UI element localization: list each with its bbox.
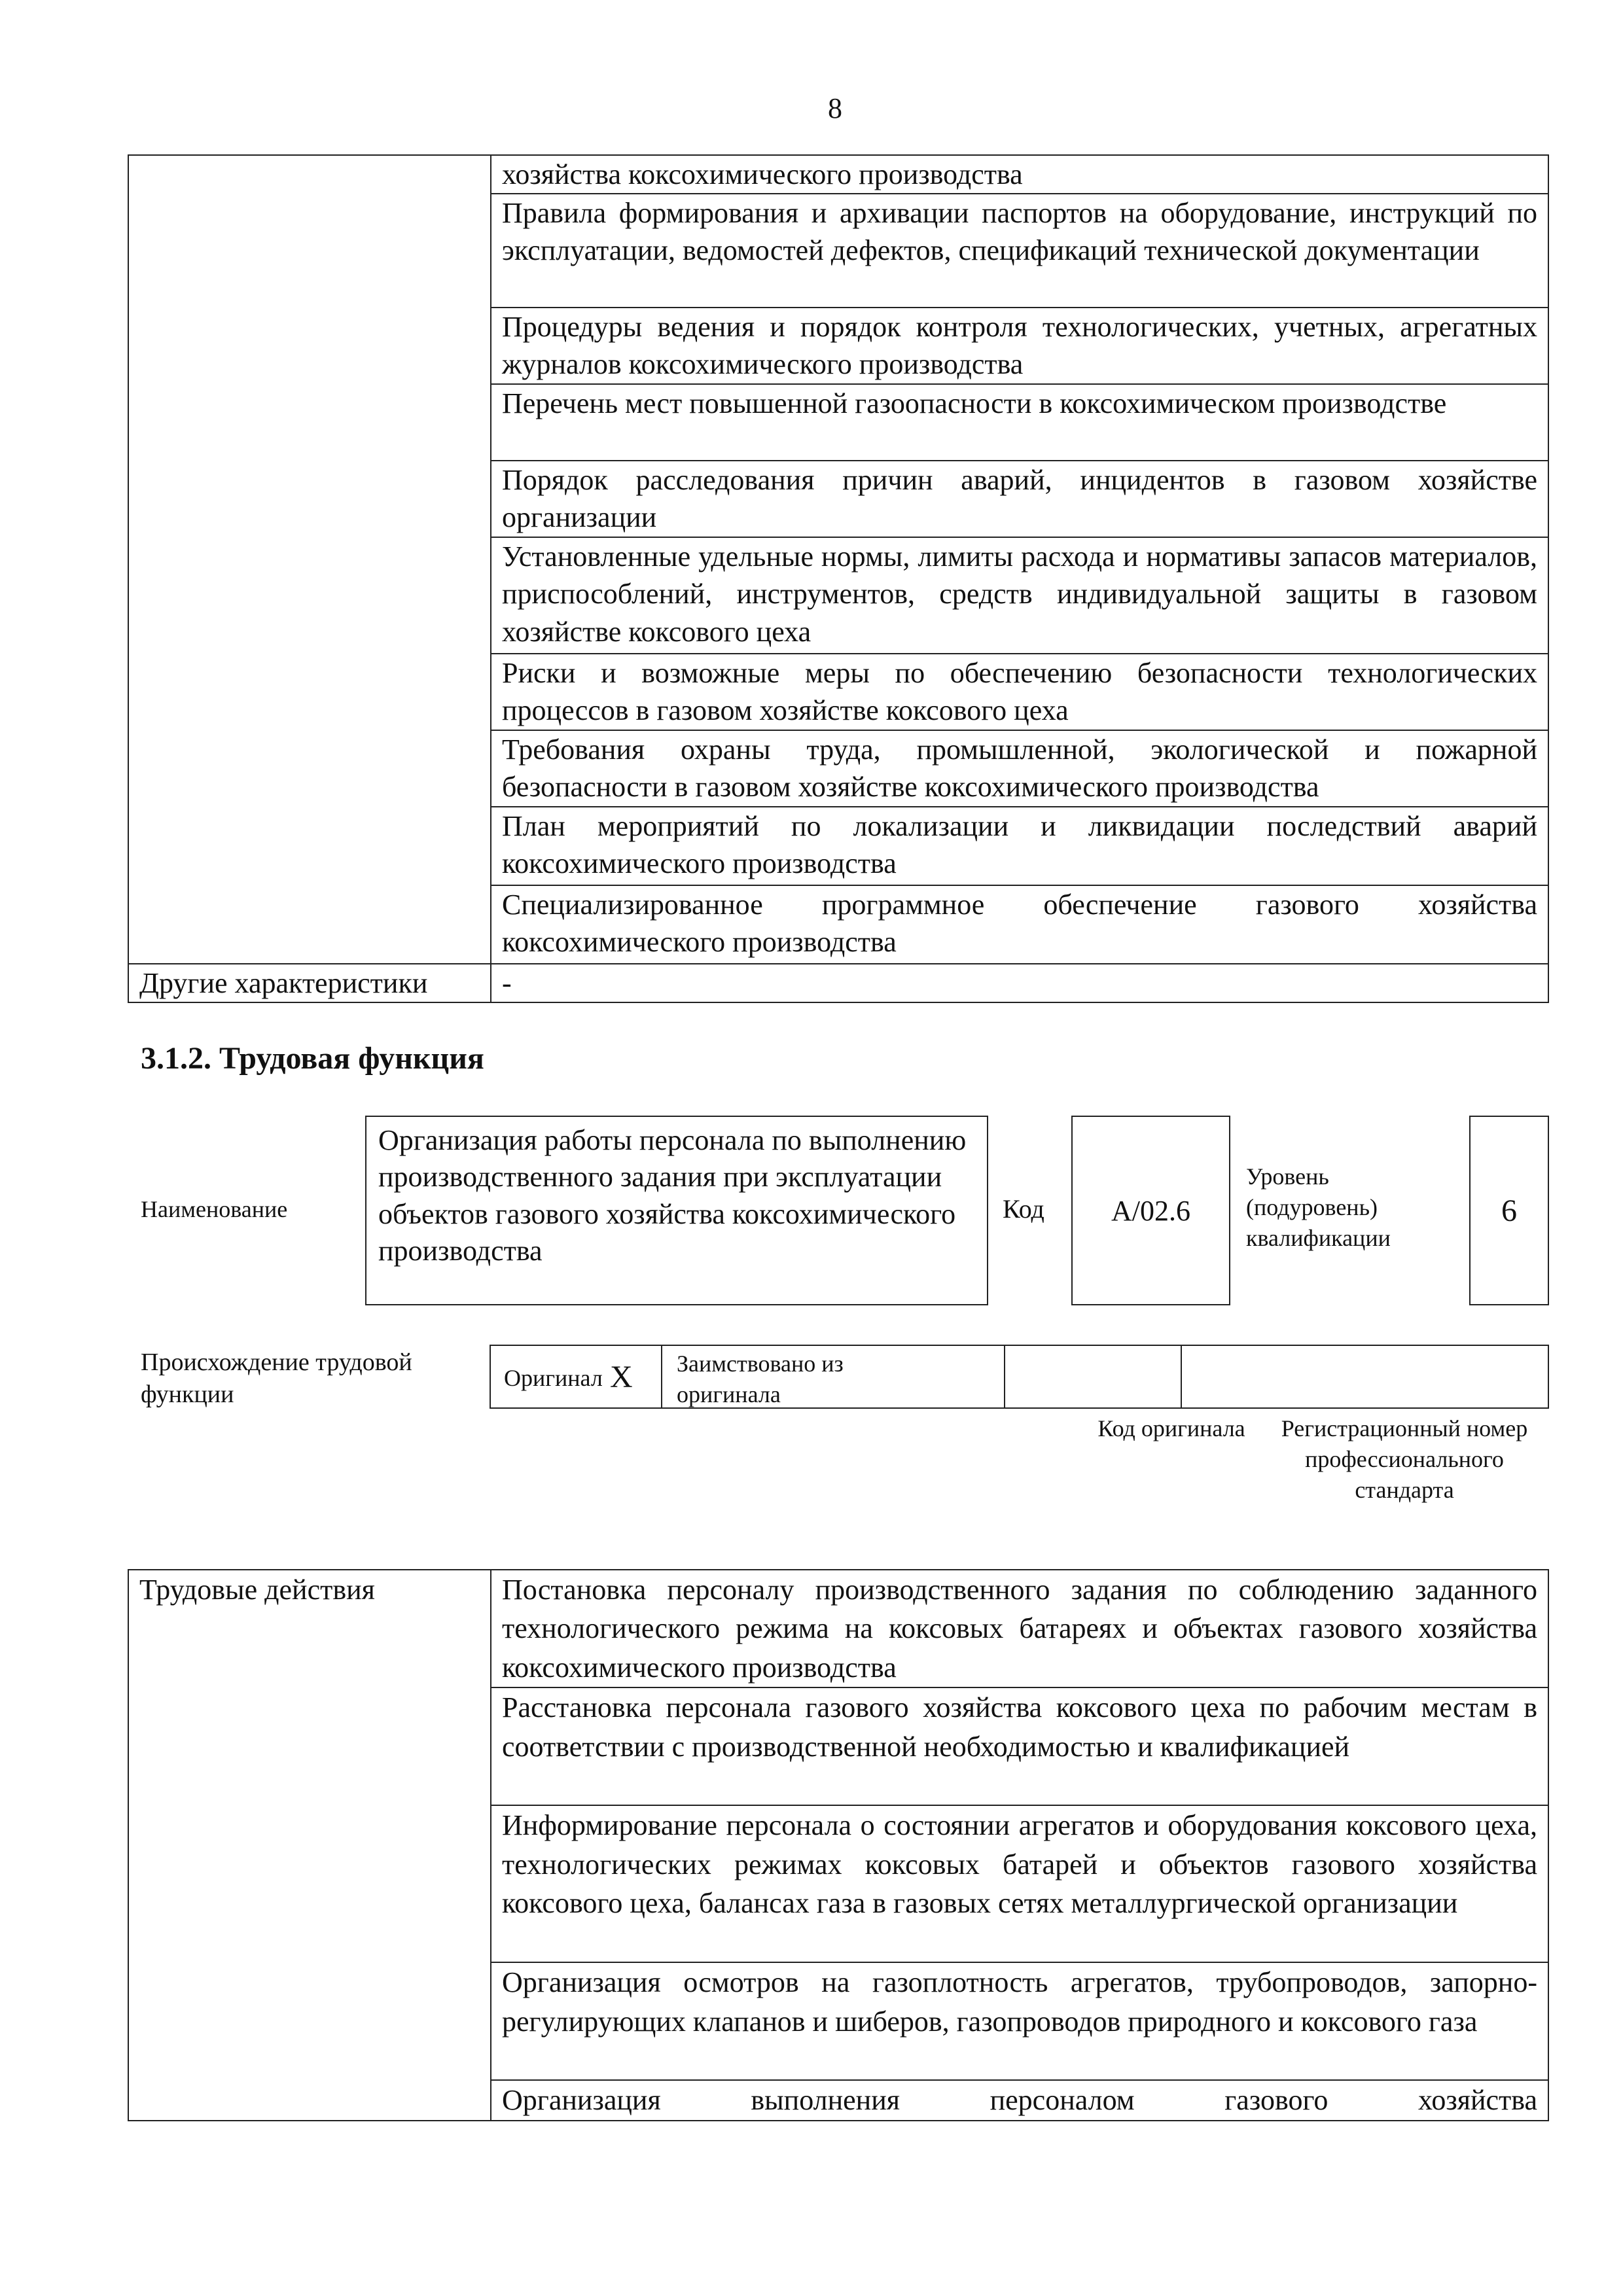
knowledge-item: Установленные удельные нормы, лимиты расхода и нормативы запасов материалов, приспособлений, инструментов, средств индивидуальной защиты в газовом хозяйстве коксового цеха <box>491 537 1548 654</box>
knowledge-item: Специализированное программное обеспечение газового хозяйства коксохимического производства <box>491 885 1548 964</box>
section-heading: 3.1.2. Трудовая функция <box>141 1041 484 1076</box>
name-label: Наименование <box>141 1196 288 1222</box>
qualification-level-box: 6 <box>1469 1116 1549 1305</box>
knowledge-item: Процедуры ведения и порядок контроля технологических, учетных, агрегатных журналов коксохимического производства <box>491 308 1548 384</box>
function-name-box: Организация работы персонала по выполнению производственного задания при эксплуатации объектов газового хозяйства коксохимического производства <box>365 1116 988 1305</box>
labor-action-item: Организация выполнения персоналом газового хозяйства <box>491 2080 1548 2120</box>
original-cell <box>491 1346 662 1407</box>
knowledge-table <box>128 154 1549 1003</box>
other-characteristics-label: Другие характеристики <box>128 964 491 1002</box>
table-row <box>128 155 1548 194</box>
origin-label: Происхождение трудовой функции <box>141 1349 412 1409</box>
registration-number-caption: Регистрационный номер профессионального стандарта <box>1281 1415 1528 1503</box>
knowledge-item: Риски и возможные меры по обеспечению безопасности технологических процессов в газовом хозяйстве коксового цеха <box>491 654 1548 730</box>
page-number: 8 <box>828 92 842 124</box>
table-row <box>128 1570 1548 1687</box>
labor-actions-label: Трудовые действия <box>128 1570 491 2121</box>
knowledge-item: План мероприятий по локализации и ликвидации последствий аварий коксохимического производства <box>491 807 1548 885</box>
original-label: Оригинал <box>504 1365 603 1391</box>
labor-action-item: Организация осмотров на газоплотность агрегатов, трубопроводов, запорно-регулирующих клапанов и шиберов, газопроводов природного и коксового газа <box>491 1962 1548 2080</box>
registration-number-cell <box>1182 1346 1548 1407</box>
knowledge-item: Перечень мест повышенной газоопасности в коксохимическом производстве <box>491 384 1548 461</box>
knowledge-item: Порядок расследования причин аварий, инцидентов в газовом хозяйстве организации <box>491 461 1548 537</box>
original-code-cell <box>1005 1346 1182 1407</box>
table-row <box>128 964 1548 1002</box>
borrowed-cell <box>662 1346 1005 1407</box>
origin-box <box>490 1345 1549 1409</box>
original-code-caption: Код оригинала <box>1097 1415 1245 1441</box>
function-code-box: А/02.6 <box>1071 1116 1230 1305</box>
qualification-level-label: Уровень (подуровень) квалификации <box>1246 1163 1391 1251</box>
knowledge-item: Требования охраны труда, промышленной, экологической и пожарной безопасности в газовом хозяйстве коксохимического производства <box>491 730 1548 807</box>
labor-actions-table <box>128 1569 1549 2121</box>
labor-action-item: Информирование персонала о состоянии агрегатов и оборудования коксового цеха, технологических режимах коксовых батарей и объектов газового хозяйства коксового цеха, балансах газа в газовых сетях металлургической организации <box>491 1805 1548 1962</box>
labor-action-item: Постановка персоналу производственного задания по соблюдению заданного технологического режима на коксовых батареях и объектах газового хозяйства коксохимического производства <box>491 1570 1548 1687</box>
labor-action-item: Расстановка персонала газового хозяйства коксового цеха по рабочим местам в соответствии с производственной необходимостью и квалификацией <box>491 1687 1548 1805</box>
knowledge-item: хозяйства коксохимического производства <box>491 155 1548 194</box>
code-label: Код <box>1003 1194 1044 1224</box>
knowledge-label-cell <box>128 155 491 964</box>
other-characteristics-value: - <box>491 964 1548 1002</box>
original-mark: X <box>610 1360 633 1394</box>
borrowed-label: Заимствовано из оригинала <box>677 1351 844 1407</box>
knowledge-item: Правила формирования и архивации паспортов на оборудование, инструкций по эксплуатации, ведомостей дефектов, спецификаций технической документации <box>491 194 1548 308</box>
